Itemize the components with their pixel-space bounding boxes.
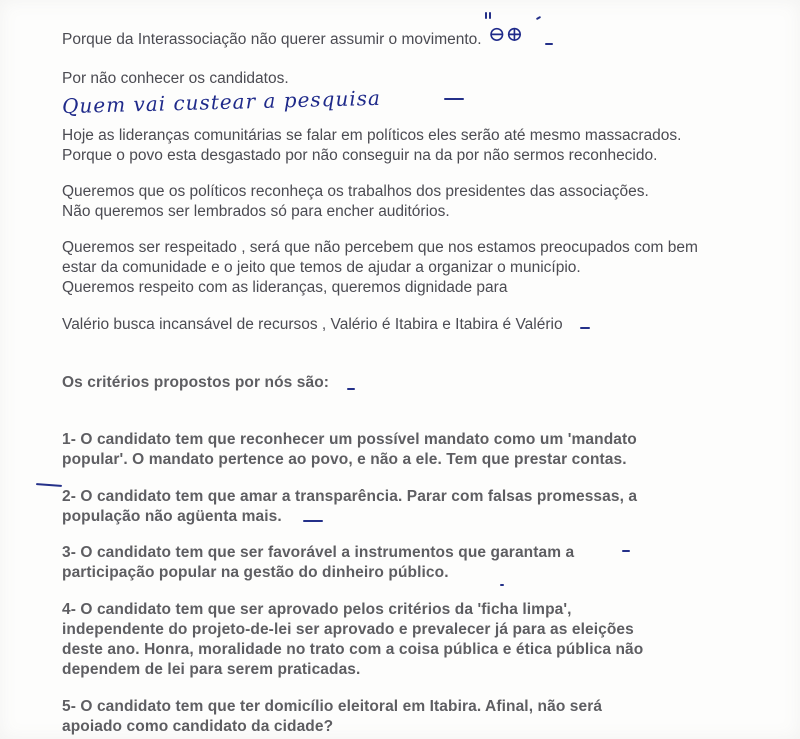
ink-dash	[303, 520, 323, 522]
criteria-heading: Os critérios propostos por nós são:	[62, 374, 330, 391]
text-line-8: estar da comunidade e o jeito que temos de ajudar a organizar o município.	[62, 259, 581, 276]
ink-dash	[347, 388, 355, 390]
criterion-5-line-2: apoiado como candidato da cidade?	[62, 718, 334, 735]
ink-dash	[545, 43, 553, 45]
text-line-6: Não queremos ser lembrados só para encher auditórios.	[62, 203, 450, 220]
text-line-5: Queremos que os políticos reconheça os trabalhos dos presidentes das associações.	[62, 183, 649, 200]
criterion-2-line-2: população não agüenta mais.	[62, 508, 282, 525]
criterion-1-line-1: 1- O candidato tem que reconhecer um possível mandato como um 'mandato	[62, 431, 637, 448]
text-line-1: Porque da Interassociação não querer assumir o movimento.	[62, 31, 482, 48]
ink-dot	[500, 584, 504, 586]
ink-dash	[580, 327, 590, 329]
criterion-5-line-1: 5- O candidato tem que ter domicílio eleitoral em Itabira. Afinal, não será	[62, 698, 603, 715]
ink-tick	[485, 12, 487, 19]
text-line-9: Queremos respeito com as lideranças, queremos dignidade para	[62, 279, 508, 296]
text-line-10: Valério busca incansável de recursos , Valério é Itabira e Itabira é Valério	[62, 316, 563, 333]
ink-dash	[622, 550, 630, 552]
ink-mark	[536, 16, 541, 20]
criterion-3-line-1: 3- O candidato tem que ser favorável a instrumentos que garantam a	[62, 544, 575, 561]
criterion-4-line-3: deste ano. Honra, moralidade no trato com a coisa pública e ética pública não	[62, 641, 644, 658]
criterion-4-line-4: dependem de lei para serem praticadas.	[62, 661, 361, 678]
criterion-2-line-1: 2- O candidato tem que amar a transparência. Parar com falsas promessas, a	[62, 488, 638, 505]
text-line-4: Porque o povo esta desgastado por não conseguir na da por não sermos reconhecido.	[62, 147, 658, 164]
criterion-4-line-1: 4- O candidato tem que ser aprovado pelos critérios da 'ficha limpa',	[62, 601, 572, 618]
criterion-4-line-2: independente do projeto-de-lei ser aprovado e prevalecer já para as eleições	[62, 621, 634, 638]
handwritten-note: Quem vai custear a pesquisa	[61, 85, 382, 119]
ink-margin-stroke	[36, 483, 62, 487]
ink-tick	[489, 12, 491, 19]
text-line-2: Por não conhecer os candidatos.	[62, 70, 289, 87]
handwritten-symbols: ⊖⊕	[488, 22, 524, 46]
criterion-1-line-2: popular'. O mandato pertence ao povo, e não a ele. Tem que prestar contas.	[62, 451, 627, 468]
ink-dash	[444, 98, 464, 100]
text-line-3: Hoje as lideranças comunitárias se falar em políticos eles serão até mesmo massacrados.	[62, 127, 682, 144]
text-line-7: Queremos ser respeitado , será que não percebem que nos estamos preocupados com bem	[62, 239, 698, 256]
criterion-3-line-2: participação popular na gestão do dinheiro público.	[62, 564, 449, 581]
